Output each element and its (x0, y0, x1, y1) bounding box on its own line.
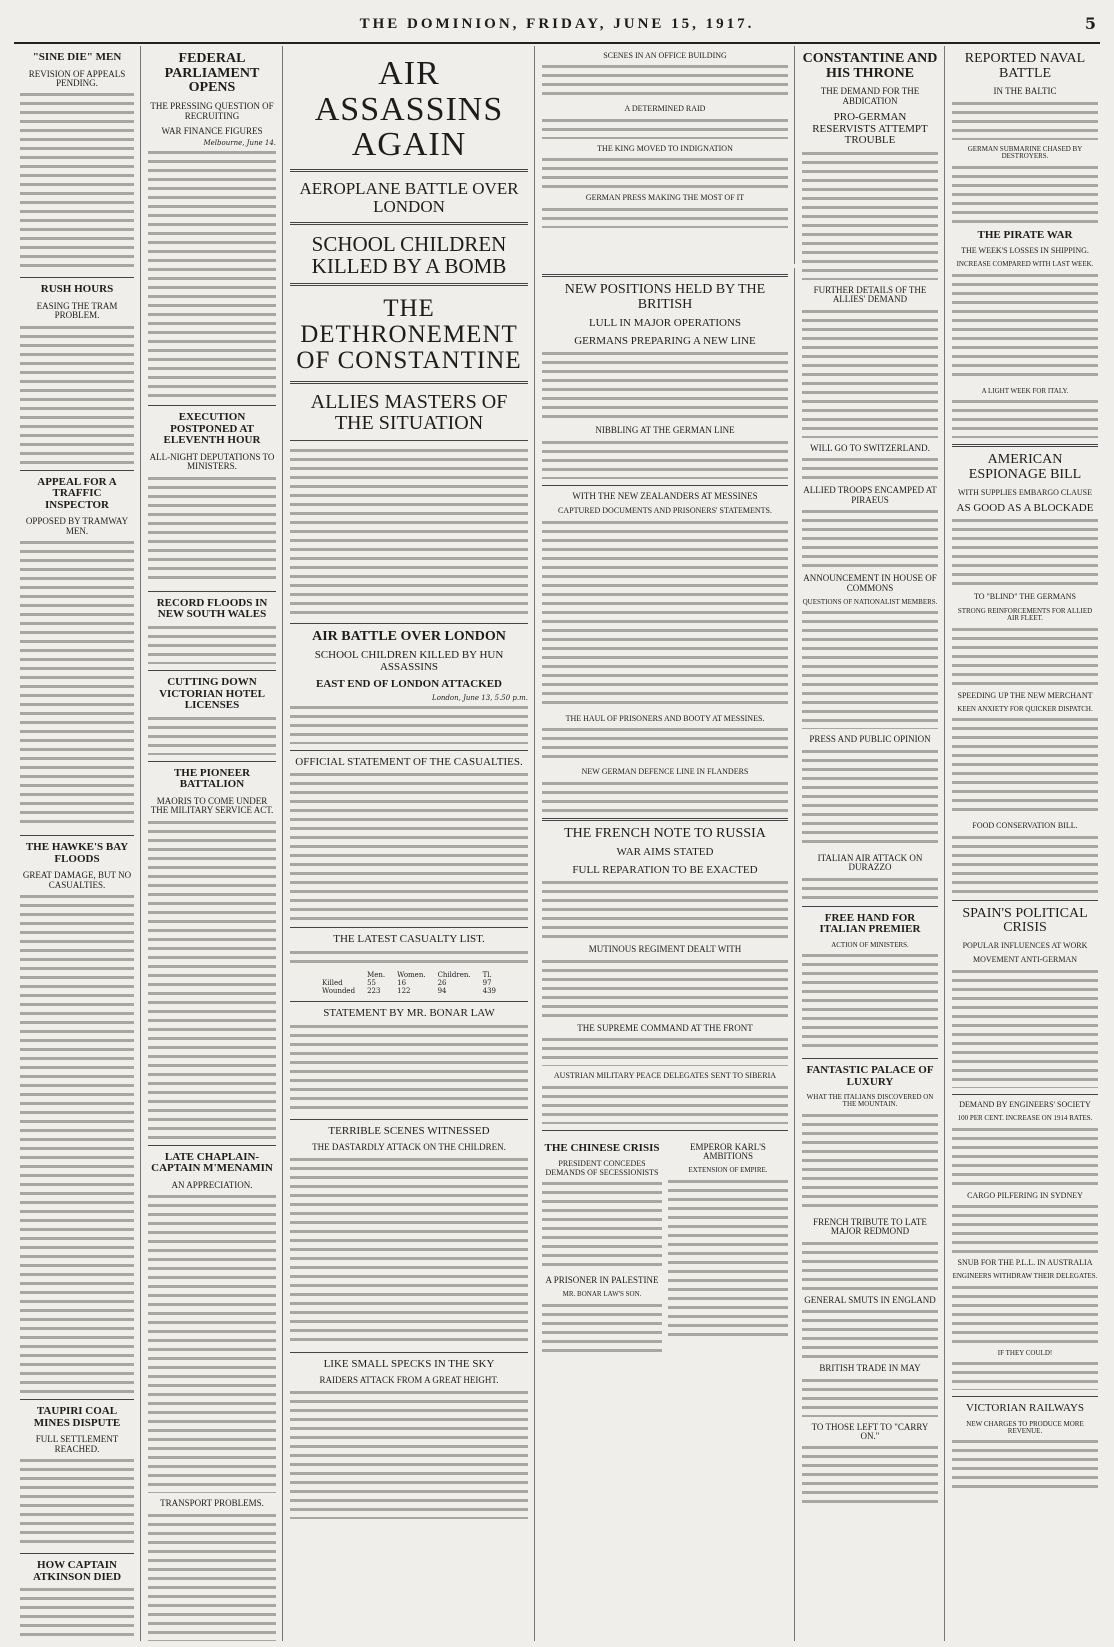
headline: THE PIONEER BATTALION (173, 766, 251, 791)
article-body (542, 958, 788, 1018)
article-body (952, 834, 1098, 894)
subheadline: WITH SUPPLIES EMBARGO CLAUSE (957, 487, 1092, 497)
subheadline: MAORIS TO COME UNDER THE MILITARY SERVICE ACT. (150, 795, 274, 816)
war-news-section (536, 268, 795, 1641)
article-body (20, 893, 134, 1393)
subheadline: THE WEEK'S LOSSES IN SHIPPING. (961, 246, 1089, 256)
table-cell: 223 (367, 987, 381, 996)
headline: SPAIN'S POLITICAL CRISIS (962, 905, 1088, 936)
headline: NEW GERMAN DEFENCE LINE IN FLANDERS (581, 767, 749, 777)
article-body (952, 164, 1098, 224)
headline: "SINE DIE" MEN (32, 51, 122, 63)
headline: CONSTANTINE AND HIS THRONE (802, 51, 938, 81)
article-body (542, 156, 788, 188)
subheadline: ALL-NIGHT DEPUTATIONS TO MINISTERS. (149, 452, 275, 472)
column-6 (796, 46, 945, 1641)
article-body (148, 1193, 276, 1493)
column-1 (14, 46, 141, 1641)
subheadline: TRANSPORT PROBLEMS. (160, 1498, 264, 1509)
subheadline: INCREASE COMPARED WITH LAST WEEK. (956, 260, 1094, 269)
table-cell: 94 (437, 987, 447, 996)
article-body (802, 1377, 938, 1417)
article-body (542, 726, 788, 762)
subheadline: FULL REPARATION TO BE EXACTED (572, 863, 758, 876)
headline: SPEEDING UP THE NEW MERCHANT (957, 690, 1093, 700)
subheadline: NEW CHARGES TO PRODUCE MORE REVENUE. (966, 1419, 1084, 1435)
headline: A PRISONER IN PALESTINE (545, 1274, 659, 1285)
article-body (20, 1457, 134, 1547)
columns (14, 46, 1104, 1641)
article-body (542, 519, 788, 709)
table-cell: 26 (437, 979, 447, 988)
subheadline: IN THE BALTIC (993, 86, 1057, 97)
subheadline: IF THEY COULD! (997, 1348, 1053, 1357)
headline: TO THOSE LEFT TO "CARRY ON." (811, 1421, 929, 1442)
column-4 (536, 46, 795, 264)
headline: BRITISH TRADE IN MAY (819, 1363, 921, 1374)
table-header: Women. (397, 971, 426, 980)
column-2 (142, 46, 283, 1641)
headline: GERMAN PRESS MAKING THE MOST OF IT (585, 193, 745, 203)
banner-headline: ALLIES MASTERS OF THE SITUATION (310, 390, 508, 434)
subheadline: LULL IN MAJOR OPERATIONS (588, 317, 742, 330)
masthead (14, 10, 1100, 44)
headline: OFFICIAL STATEMENT OF THE CASUALTIES. (295, 755, 523, 768)
dateline: London, June 13, 5.50 p.m. (432, 693, 528, 702)
article-body (542, 117, 788, 139)
subheadline: WAR AIMS STATED (616, 846, 714, 859)
headline: WILL GO TO SWITZERLAND. (810, 442, 930, 453)
headline: VICTORIAN RAILWAYS (965, 1402, 1085, 1414)
subheadline: REVISION OF APPEALS PENDING. (28, 68, 126, 88)
headline: REPORTED NAVAL BATTLE (964, 51, 1086, 81)
subheadline: KEEN ANXIETY FOR QUICKER DISPATCH. (957, 704, 1093, 713)
article-body (542, 1180, 662, 1270)
headline: DEMAND BY ENGINEERS' SOCIETY (959, 1099, 1091, 1109)
article-body (148, 819, 276, 1139)
headline: SCENES IN AN OFFICE BUILDING (603, 51, 727, 60)
headline: FREE HAND FOR ITALIAN PREMIER (819, 911, 921, 936)
article-body (802, 609, 938, 729)
article-body (290, 1156, 528, 1346)
row-label: Killed (322, 979, 343, 988)
article-body (290, 1023, 528, 1113)
subheadline: MR. BONAR LAW'S SON. (562, 1290, 642, 1299)
table-header: Children. (437, 971, 471, 980)
article-body (20, 324, 134, 464)
article-body (20, 539, 134, 829)
subheadline: ACTION OF MINISTERS. (831, 940, 909, 949)
article-body (802, 1308, 938, 1358)
headline: FURTHER DETAILS OF THE ALLIES' DEMAND (813, 284, 927, 305)
article-body (290, 771, 528, 921)
subheadline: EASING THE TRAM PROBLEM. (36, 300, 118, 321)
subheadline: PRO-GERMAN RESERVISTS ATTEMPT TROUBLE (812, 111, 928, 147)
casualty-table (316, 971, 502, 995)
article-body (802, 876, 938, 900)
article-body (952, 517, 1098, 587)
headline: RECORD FLOODS IN NEW SOUTH WALES (156, 596, 268, 621)
article-body (952, 1438, 1098, 1488)
article-body (542, 439, 788, 479)
headline: THE SUPREME COMMAND AT THE FRONT (577, 1022, 753, 1033)
article-body (952, 398, 1098, 438)
headline: FANTASTIC PALACE OF LUXURY (806, 1064, 934, 1088)
table-cell: 16 (397, 979, 407, 988)
article-body (668, 1178, 788, 1338)
row-label: Wounded (322, 987, 356, 996)
headline: HOW CAPTAIN ATKINSON DIED (32, 1559, 122, 1583)
subheadline: WAR FINANCE FIGURES (161, 125, 263, 136)
table-row (316, 979, 502, 987)
headline: APPEAL FOR A TRAFFIC INSPECTOR (37, 475, 117, 511)
banner-headline: AEROPLANE BATTLE OVER LONDON (299, 179, 519, 216)
banner-headline: THE DETHRONEMENT OF CONSTANTINE (296, 294, 522, 375)
headline: THE PIRATE WAR (977, 228, 1073, 241)
headline: LATE CHAPLAIN-CAPTAIN M'MENAMIN (151, 1150, 273, 1175)
article-body (802, 952, 938, 1052)
article-body (952, 968, 1098, 1088)
subheadline: GREAT DAMAGE, BUT NO CASUALTIES. (22, 870, 132, 890)
subheadline: EAST END OF LONDON ATTACKED (315, 678, 502, 691)
headline: FEDERAL PARLIAMENT OPENS (164, 51, 260, 96)
subheadline: QUESTIONS OF NATIONALIST MEMBERS. (802, 597, 938, 606)
headline: TAUPIRI COAL MINES DISPUTE (33, 1405, 121, 1429)
article-body (952, 1126, 1098, 1186)
article-body (802, 456, 938, 480)
headline: ALLIED TROOPS ENCAMPED AT PIRAEUS (803, 485, 937, 505)
subheadline: AS GOOD AS A BLOCKADE (956, 501, 1094, 514)
article-body (148, 1512, 276, 1641)
subheadline: ENGINEERS WITHDRAW THEIR DELEGATES. (952, 1272, 1098, 1281)
subheadline: 100 PER CENT. INCREASE ON 1914 RATES. (957, 1114, 1093, 1123)
headline: WITH THE NEW ZEALANDERS AT MESSINES (572, 490, 758, 501)
article-body (802, 1444, 938, 1504)
article-body (290, 447, 528, 617)
headline: MUTINOUS REGIMENT DEALT WITH (588, 944, 742, 955)
article-body (802, 150, 938, 280)
subheadline: WHAT THE ITALIANS DISCOVERED ON THE MOUNTAIN. (806, 1093, 934, 1109)
table-cell: 97 (482, 979, 492, 988)
article-body (542, 780, 788, 812)
article-body (802, 1112, 938, 1212)
headline: THE FRENCH NOTE TO RUSSIA (564, 825, 766, 841)
article-body (952, 1284, 1098, 1344)
headline: A DETERMINED RAID (624, 104, 706, 114)
article-body (148, 715, 276, 755)
subheadline: CAPTURED DOCUMENTS AND PRISONERS' STATEMENTS. (558, 506, 772, 516)
subheadline: FULL SETTLEMENT REACHED. (35, 1434, 119, 1454)
table-cell: 439 (482, 987, 496, 996)
article-body (802, 308, 938, 438)
article-body (290, 704, 528, 744)
subheadline: AN APPRECIATION. (171, 1179, 253, 1190)
headline: NIBBLING AT THE GERMAN LINE (595, 425, 735, 436)
article-body (952, 1360, 1098, 1390)
headline: CARGO PILFERING IN SYDNEY (967, 1190, 1083, 1200)
article-body (802, 1240, 938, 1290)
subheadline: THE DEMAND FOR THE ABDICATION (820, 86, 920, 106)
article-body (20, 1586, 134, 1641)
subheadline: PRESIDENT CONCEDES DEMANDS OF SECESSIONISTS (545, 1159, 659, 1177)
subheadline: STRONG REINFORCEMENTS FOR ALLIED AIR FLEET. (957, 606, 1093, 623)
article-body (148, 475, 276, 585)
subheadline: POPULAR INFLUENCES AT WORK (962, 941, 1088, 951)
masthead-title: THE DOMINION, FRIDAY, JUNE 15, 1917. (359, 16, 755, 32)
article-body (952, 626, 1098, 686)
table-cell: 122 (397, 987, 411, 996)
article-body (148, 624, 276, 664)
headline: SNUB FOR THE P.L.L. IN AUSTRALIA (957, 1257, 1093, 1267)
headline: AUSTRIAN MILITARY PEACE DELEGATES SENT TO SIBERIA (553, 1071, 777, 1081)
article-body (542, 63, 788, 99)
column-3 (284, 46, 535, 1641)
headline: CUTTING DOWN VICTORIAN HOTEL LICENSES (159, 675, 265, 712)
table-cell: 55 (367, 979, 376, 988)
article-body (542, 206, 788, 228)
article-body (290, 1389, 528, 1519)
headline: RUSH HOURS (40, 283, 114, 296)
headline: THE KING MOVED TO INDIGNATION (597, 143, 733, 153)
subheadline: SCHOOL CHILDREN KILLED BY HUN ASSASSINS (314, 649, 504, 673)
article-body (542, 1084, 788, 1124)
subheadline: OPPOSED BY TRAMWAY MEN. (25, 516, 129, 536)
article-body (542, 879, 788, 939)
article-body (952, 100, 1098, 140)
article-body (952, 272, 1098, 382)
headline: GENERAL SMUTS IN ENGLAND (804, 1294, 936, 1305)
subheadline: THE PRESSING QUESTION OF RECRUITING (150, 101, 274, 121)
headline: STATEMENT BY MR. BONAR LAW (323, 1007, 495, 1020)
article-body (542, 350, 788, 420)
banner-headline: SCHOOL CHILDREN KILLED BY A BOMB (311, 231, 507, 278)
banner-headline: AIR ASSASSINS AGAIN (314, 55, 504, 164)
headline: AMERICAN ESPIONAGE BILL (968, 452, 1082, 482)
subheadline: GERMAN SUBMARINE CHASED BY DESTROYERS. (967, 144, 1083, 161)
headline: EXECUTION POSTPONED AT ELEVENTH HOUR (163, 411, 261, 447)
article-body (542, 1036, 788, 1066)
headline: THE HAWKE'S BAY FLOODS (25, 841, 129, 865)
headline: PRESS AND PUBLIC OPINION (809, 734, 931, 745)
page-number: 5 (1084, 14, 1096, 33)
headline: FRENCH TRIBUTE TO LATE MAJOR REDMOND (813, 1216, 927, 1237)
article-body (148, 149, 276, 399)
headline: THE CHINESE CRISIS (544, 1141, 660, 1154)
headline: THE HAUL OF PRISONERS AND BOOTY AT MESSINES. (565, 713, 765, 723)
headline: AIR BATTLE OVER LONDON (312, 628, 506, 644)
headline: TO "BLIND" THE GERMANS (973, 592, 1076, 602)
article-body (802, 748, 938, 848)
subheadline: MOVEMENT ANTI-GERMAN (972, 955, 1078, 965)
table-header: Men. (367, 971, 386, 980)
subheadline: A LIGHT WEEK FOR ITALY. (981, 386, 1069, 395)
headline: FOOD CONSERVATION BILL. (972, 821, 1078, 831)
article-body (20, 91, 134, 271)
headline: TERRIBLE SCENES WITNESSED (328, 1124, 490, 1137)
headline: NEW POSITIONS HELD BY THE BRITISH (564, 282, 766, 312)
article-body (952, 716, 1098, 816)
headline: LIKE SMALL SPECKS IN THE SKY (323, 1357, 495, 1370)
subheadline: EXTENSION OF EMPIRE. (688, 1166, 768, 1175)
article-body (542, 1302, 662, 1352)
subheadline: RAIDERS ATTACK FROM A GREAT HEIGHT. (319, 1375, 499, 1386)
article-body (290, 949, 528, 967)
table-row (316, 987, 502, 995)
headline: THE LATEST CASUALTY LIST. (333, 933, 485, 946)
subheadline: THE DASTARDLY ATTACK ON THE CHILDREN. (312, 1142, 506, 1153)
headline: ITALIAN AIR ATTACK ON DURAZZO (817, 852, 923, 873)
column-7 (946, 46, 1104, 1641)
table-header: Tl. (482, 971, 492, 980)
headline: ANNOUNCEMENT IN HOUSE OF COMMONS (803, 573, 937, 593)
article-body (952, 1203, 1098, 1253)
subheadline: GERMANS PREPARING A NEW LINE (574, 334, 756, 347)
dateline: Melbourne, June 14. (203, 139, 276, 148)
headline: EMPEROR KARL'S AMBITIONS (690, 1141, 766, 1161)
article-body (802, 508, 938, 568)
